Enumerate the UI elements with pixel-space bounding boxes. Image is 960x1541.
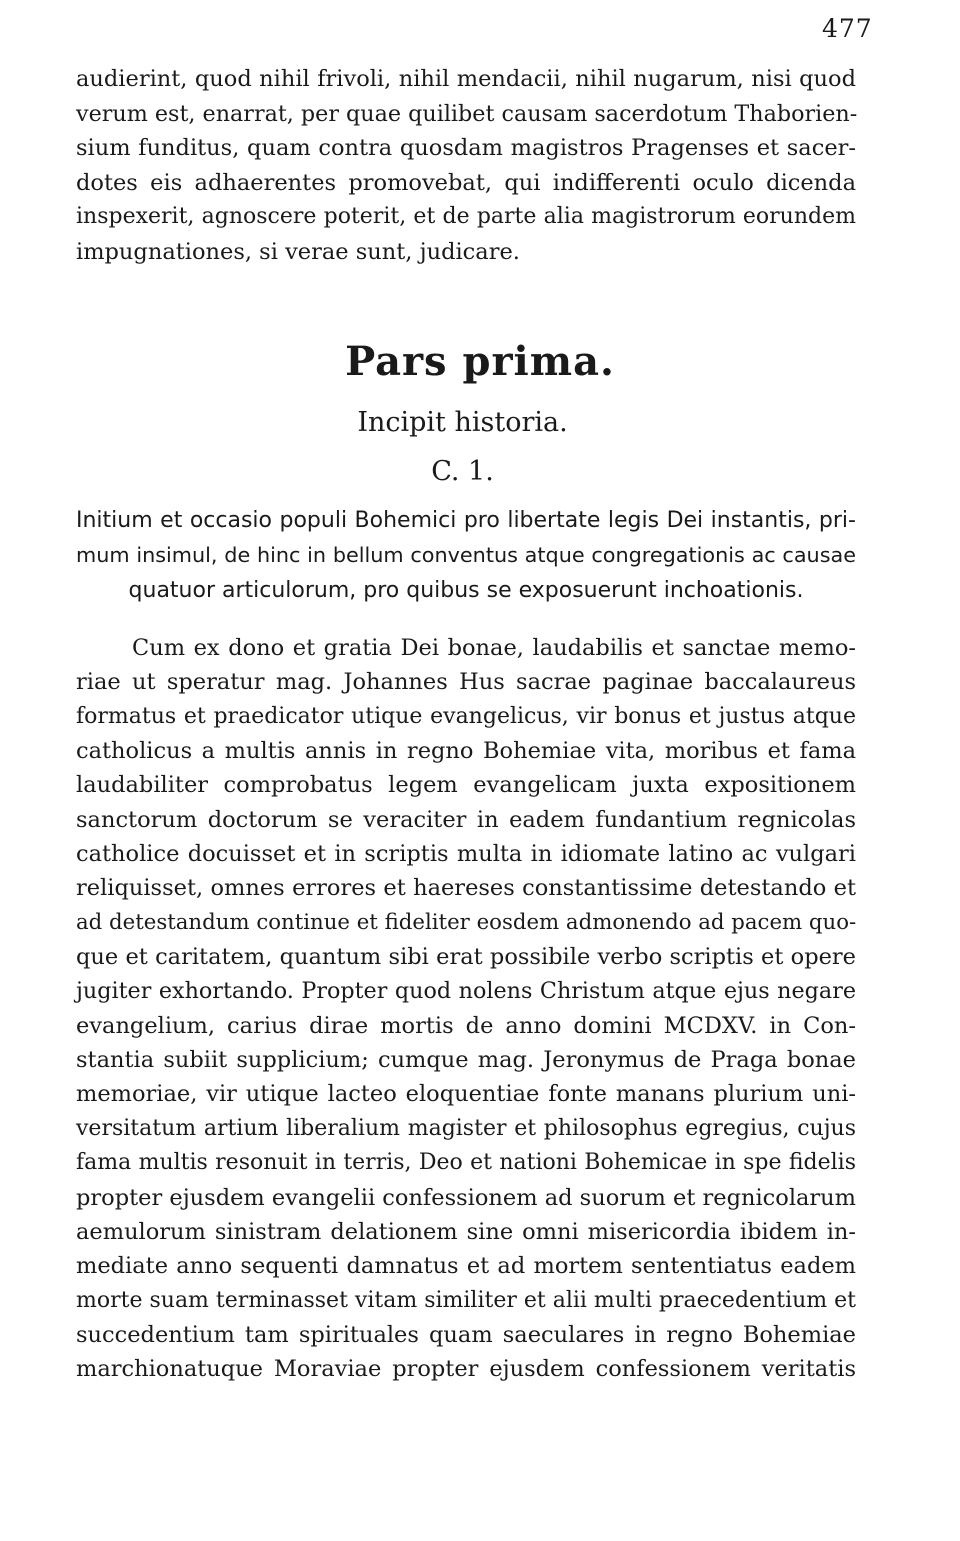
subheading: Incipit historia.	[357, 407, 568, 438]
text-line: riae ut speratur mag. Johannes Hus sacrae paginae baccalaureus	[76, 669, 856, 696]
intro-paragraph	[76, 62, 856, 269]
text-line: impugnationes, si verae sunt, judicare.	[76, 238, 520, 265]
text-line: verum est, enarrat, per quae quilibet causam sacerdotum Thaborien-	[76, 100, 858, 127]
text-line: succedentium tam spirituales quam saeculares in regno Bohemiae	[76, 1321, 856, 1348]
text-line: marchionatuque Moraviae propter ejusdem confessionem veritatis	[76, 1356, 856, 1383]
text-line: catholicus a multis annis in regno Bohemiae vita, moribus et fama	[76, 738, 856, 765]
summary-line: quatuor articulorum, pro quibus se exposuerunt inchoationis.	[128, 578, 804, 603]
chapter-summary	[76, 503, 856, 608]
summary-line: mum insimul, de hinc in bellum conventus atque congregationis ac causae	[76, 543, 856, 567]
text-line: memoriae, vir utique lacteo eloquentiae fonte manans plurium uni-	[76, 1081, 856, 1108]
chapter-number: C. 1.	[431, 456, 494, 487]
text-line: jugiter exhortando. Propter quod nolens Christum atque ejus negare	[76, 978, 856, 1005]
text-line: laudabiliter comprobatus legem evangelicam juxta expositionem	[76, 772, 856, 799]
text-line: audierint, quod nihil frivoli, nihil mendacii, nihil nugarum, nisi quod	[76, 66, 856, 92]
text-line: formatus et praedicator utique evangelicus, vir bonus et justus atque	[76, 703, 856, 729]
text-line: evangelium, carius dirae mortis de anno domini MCDXV. in Con-	[76, 1012, 856, 1039]
text-line: fama multis resonuit in terris, Deo et nationi Bohemicae in spe fidelis	[76, 1150, 856, 1176]
text-line: versitatum artium liberalium magister et philosophus egregius, cujus	[76, 1115, 856, 1141]
page-number: 477	[822, 14, 873, 43]
body-paragraph	[76, 631, 856, 1387]
text-line: morte suam terminasset vitam similiter et alii multi praecedentium et	[76, 1287, 856, 1313]
text-line: mediate anno sequenti damnatus et ad mortem sententiatus eadem	[76, 1253, 856, 1280]
text-line: que et caritatem, quantum sibi erat possibile verbo scriptis et opere	[76, 944, 856, 971]
text-line: dotes eis adhaerentes promovebat, qui indifferenti oculo dicenda	[76, 169, 856, 196]
text-line: propter ejusdem evangelii confessionem ad suorum et regnicolarum	[76, 1184, 857, 1211]
text-line: stantia subiit supplicium; cumque mag. Jeronymus de Praga bonae	[76, 1047, 856, 1074]
section-heading: Pars prima.	[345, 338, 615, 385]
text-line: ad detestandum continue et fideliter eosdem admonendo ad pacem quo-	[76, 909, 857, 935]
text-line: reliquisset, omnes errores et haereses constantissime detestando et	[76, 875, 856, 902]
text-line: Cum ex dono et gratia Dei bonae, laudabilis et sanctae memo-	[132, 635, 856, 661]
summary-line: Initium et occasio populi Bohemici pro libertate legis Dei instantis, pri-	[76, 508, 856, 533]
text-line: catholice docuisset et in scriptis multa in idiomate latino ac vulgari	[76, 841, 856, 868]
text-line: sium funditus, quam contra quosdam magistros Pragenses et sacer-	[76, 135, 856, 161]
text-line: sanctorum doctorum se veraciter in eadem fundantium regnicolas	[76, 806, 856, 833]
text-line: aemulorum sinistram delationem sine omni misericordia ibidem in-	[76, 1218, 856, 1245]
text-line: inspexerit, agnoscere poterit, et de parte alia magistrorum eorundem	[76, 204, 856, 229]
